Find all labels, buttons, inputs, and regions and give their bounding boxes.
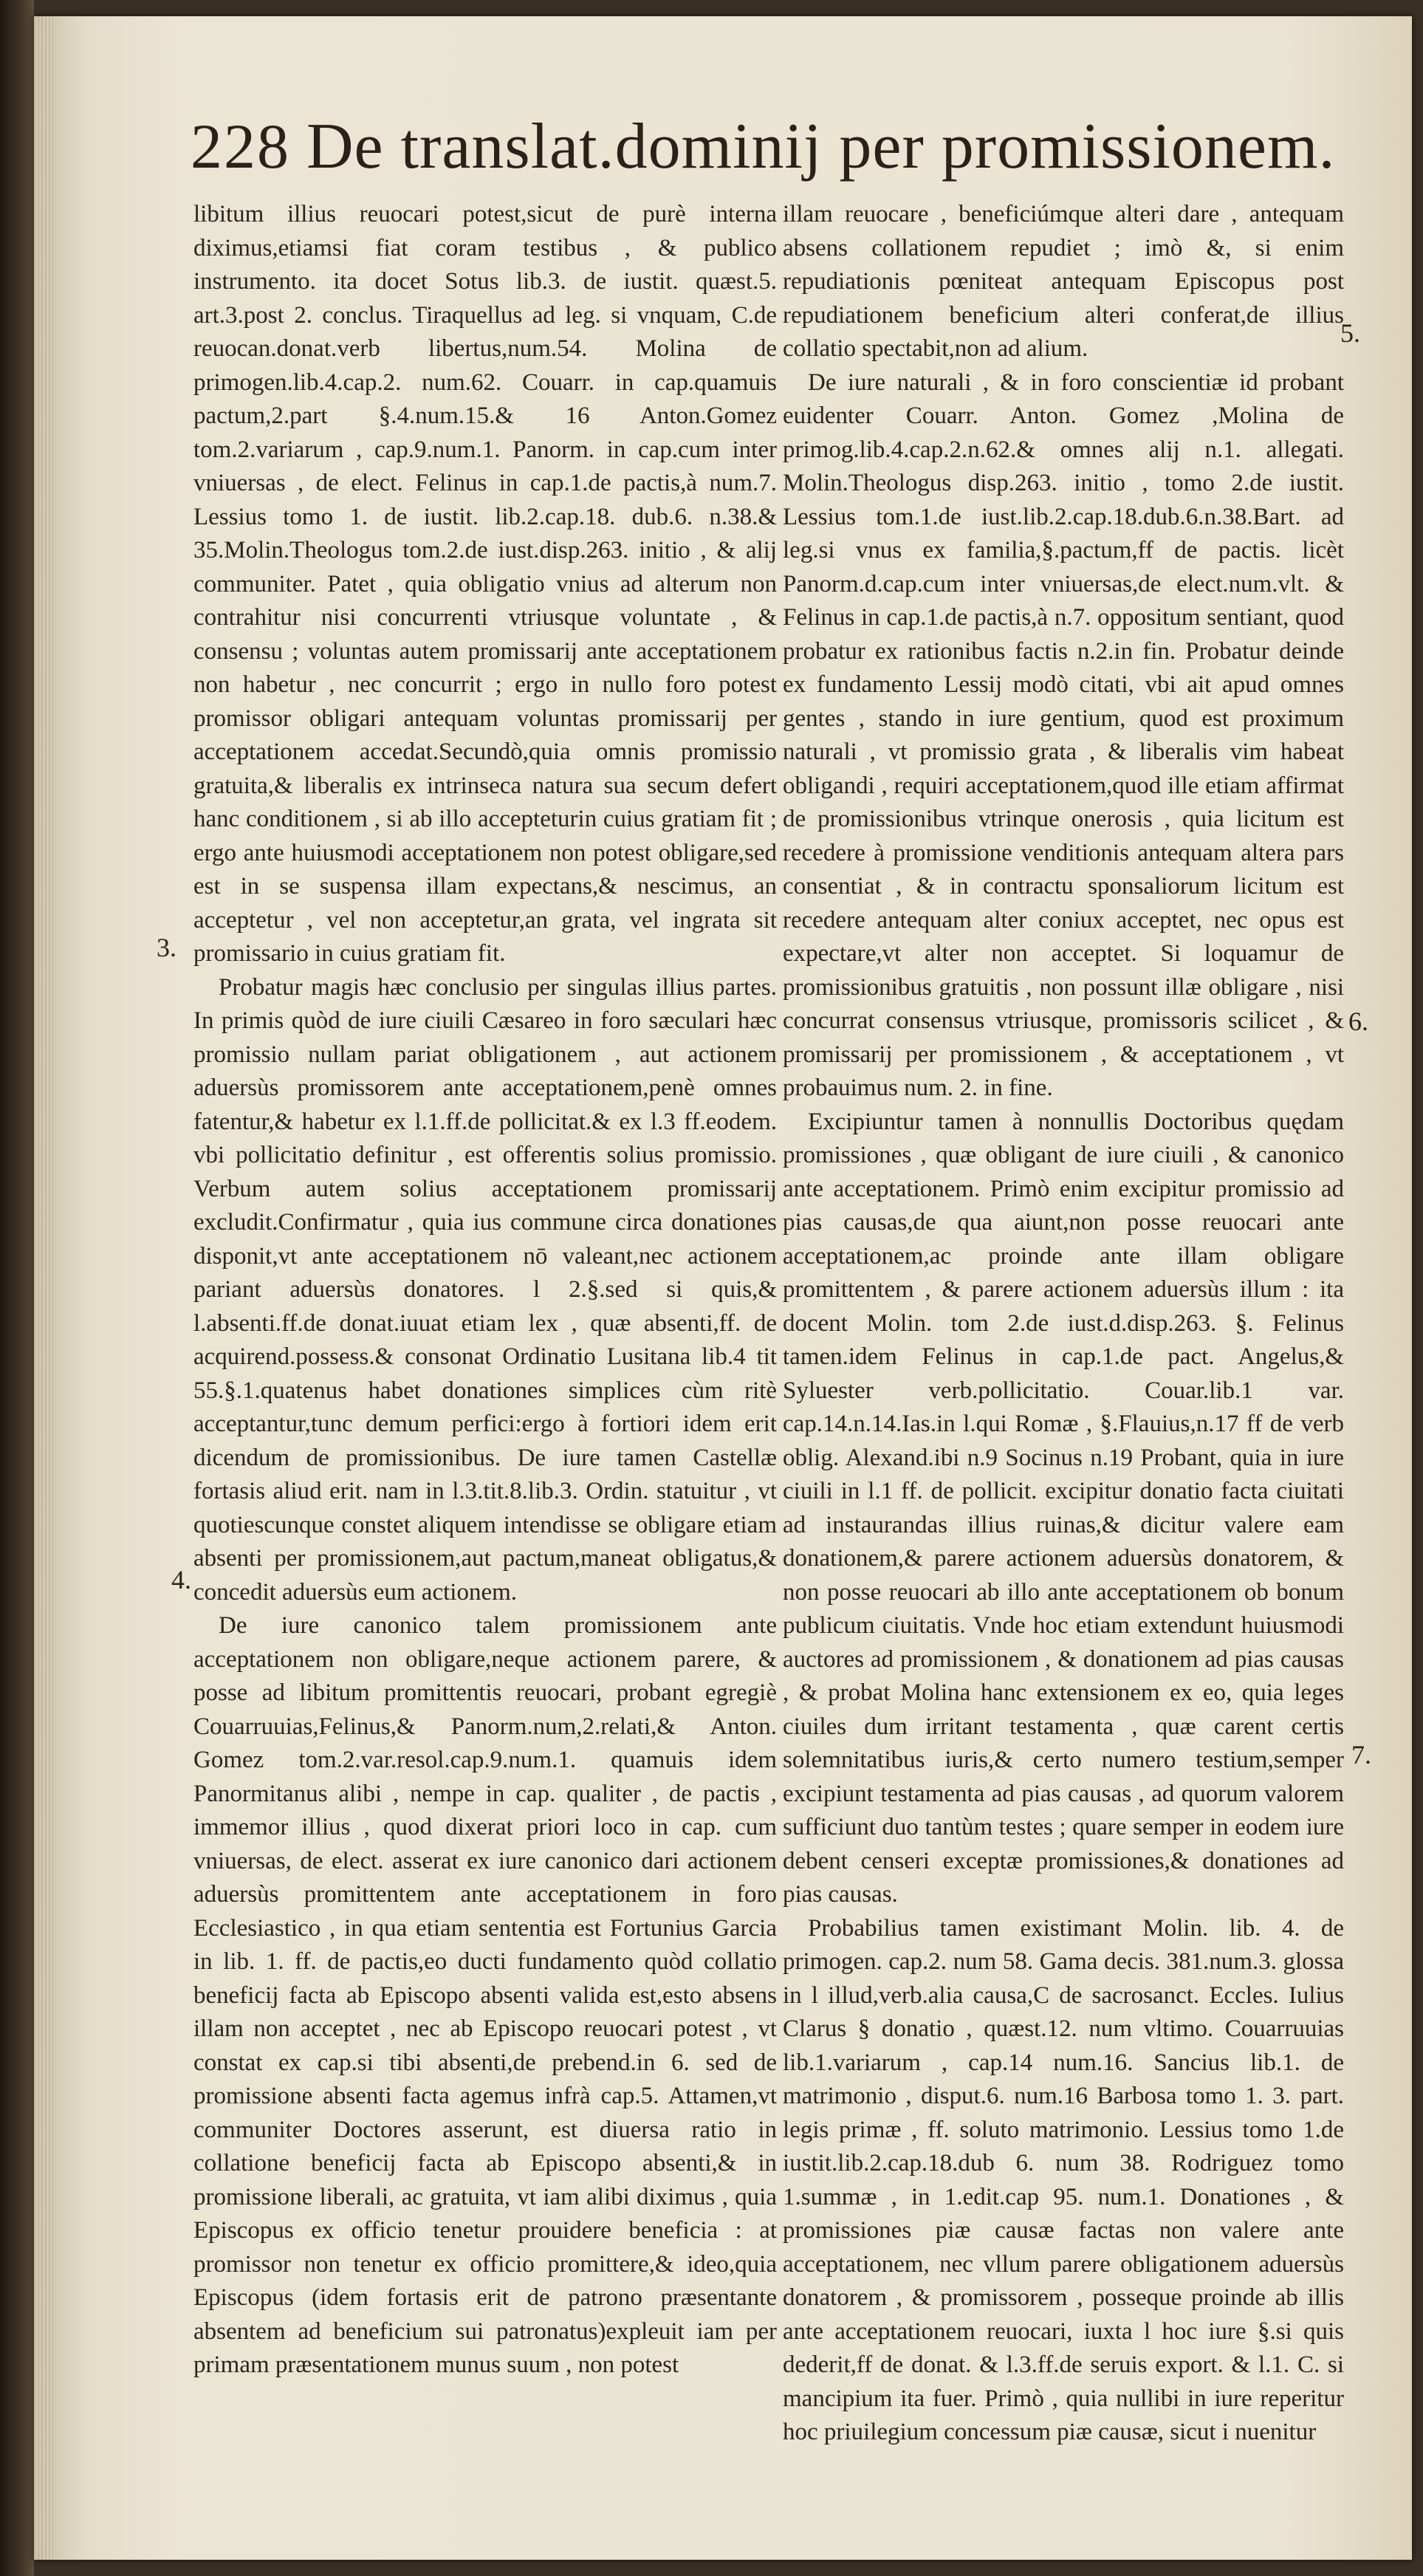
right-paragraph-3: Excipiuntur tamen à nonnullis Doctoribus quędam promissiones , quæ obligant de iure ciuili , & canonico ante acceptationem. Primò enim excipitur promissio ad pias causas,de qua aiunt,non posse reuocari ante acceptationem,ac proinde ante illam obligare promittentem , & parere actionem aduersùs illum : ita docent Molin. tom 2.de iust.d.disp.263. §. Felinus tamen.idem Felinus in cap.1.de pact. Angelus,& Syluester verb.pollicitatio. Couar.lib.1 var. cap.14.n.14.Ias.in l.qui Romæ , §.Flauius,n.17 ff de verb oblig. Alexand.ibi n.9 Socinus n.19 Probant, quia in iure ciuili in l.1 ff. de pollicit. excipitur donatio facta ciuitati ad instaurandas illius ruinas,& dicitur valere eam donationem,& parere actionem aduersùs donatorem, & non posse reuocari ab illo ante acceptationem ob bonum publicum ciuitatis. Vnde hoc etiam extendunt huiusmodi auctores ad promissionem , & donationem ad pias causas , & probat Molina hanc extensionem ex eo, quia leges ciuiles dum irritant testamenta , quæ carent certis solemnitatibus iuris,& certo numero testium,semper excipiunt testamenta ad pias causas , ad quorum valorem sufficiunt duo tantùm testes ; quare semper in eodem iure debent censeri exceptæ promissiones,& donationes ad pias causas. — [783, 1108, 1344, 1908]
page-number: 228 — [191, 111, 290, 182]
left-paragraph-1: libitum illius reuocari potest,sicut de purè interna diximus,etiamsi fiat coram testibus , & publico instrumento. ita docet Sotus lib.3. de iustit. quæst.5. art.3.post 2. conclus. Tiraquellus ad leg. si vnquam, C.de reuocan.donat.verb libertus,num.54. Molina de primogen.lib.4.cap.2. num.62. Couarr. in cap.quamuis pactum,2.part §.4.num.15.& 16 Anton.Gomez tom.2.variarum , cap.9.num.1. Panorm. in cap.cum inter vniuersas , de elect. Felinus in cap.1.de pactis,à num.7. Lessius tomo 1. de iustit. lib.2.cap.18. dub.6. n.38.& 35.Molin.Theologus tom.2.de iust.disp.263. initio , & alij communiter. Patet , quia obligatio vnius ad alterum non contrahitur nisi concurrenti vtriusque voluntate , & consensu ; voluntas autem promissarij ante acceptationem non habetur , nec concurrit ; ergo in nullo foro potest promissor obligari antequam voluntas promissarij per acceptationem accedat.Secundò,quia omnis promissio gratuita,& liberalis ex intrinseca natura sua secum defert hanc conditionem , si ab illo accepteturin cuius gratiam fit ; ergo ante huiusmodi acceptationem non potest obligare,sed est in se suspensa illam expectans,& nescimus, an acceptetur , vel non acceptetur,an grata, vel ingrata sit promissario in cuius gratiam fit. — [193, 201, 777, 967]
page-header — [191, 95, 1336, 198]
margin-number-5: 5. — [1340, 318, 1360, 348]
left-paragraph-3: De iure canonico talem promissionem ante acceptationem non obligare,neque actionem parere, & posse ad libitum promittentis reuocari, probant egregiè Couarruuias,Felinus,& Panorm.num,2.relati,& Anton. Gomez tom.2.var.resol.cap.9.num.1. quamuis idem Panormitanus alibi , nempe in cap. qualiter , de pactis , immemor illius , quod dixerat priori loco in cap. cum vniuersas, de elect. asserat ex iure canonico dari actionem aduersùs promittentem ante acceptationem in foro Ecclesiastico , in qua etiam sententia est Fortunius Garcia in lib. 1. ff. de pactis,eo ducti fundamento quòd collatio beneficij facta ab Episcopo absenti valida est,esto absens illam non acceptet , nec ab Episcopo reuocari potest , vt constat ex cap.si tibi absenti,de prebend.in 6. sed de promissione absenti facta agemus infrà cap.5. Attamen,vt communiter Doctores asserunt, est diuersa ratio in collatione beneficij facta ab Episcopo absenti,& in promissione liberali, ac gratuita, vt iam alibi diximus , quia Episcopus ex officio tenetur prouidere beneficia : at promissor non tenetur ex officio promittere,& ideo,quia Episcopus (idem fortasis erit de patrono præsentante absentem ad beneficium sui patronatus)expleuit iam per primam præsentationem munus suum , non potest — [193, 1612, 777, 2378]
book-spine — [0, 0, 34, 2576]
left-column — [193, 198, 777, 2383]
running-title: De translat.dominij per promissionem. — [306, 111, 1336, 182]
right-column — [783, 198, 1344, 2450]
margin-number-4: 4. — [171, 1565, 191, 1594]
margin-number-6: 6. — [1348, 1007, 1368, 1036]
left-paragraph-2: Probatur magis hæc conclusio per singulas illius partes. In primis quòd de iure ciuili Cæsareo in foro sæculari hæc promissio nullam pariat obligationem , aut actionem aduersùs promissorem ante acceptationem,penè omnes fatentur,& habetur ex l.1.ff.de pollicitat.& ex l.3 ff.eodem. vbi pollicitatio definitur , est offerentis solius promissio. Verbum autem solius acceptationem promissarij excludit.Confirmatur , quia ius commune circa donationes disponit,vt ante acceptationem nō valeant,nec actionem pariant aduersùs donatores. l 2.§.sed si quis,& l.absenti.ff.de donat.iuuat etiam lex , quæ absenti,ff. de acquirend.possess.& consonat Ordinatio Lusitana lib.4 tit 55.§.1.quatenus habet donationes simplices cùm ritè acceptantur,tunc demum perfici:ergo à fortiori idem erit dicendum de promissionibus. De iure tamen Castellæ fortasis aliud erit. nam in l.3.tit.8.lib.3. Ordin. statuitur , vt quotiescunque constet aliquem intendisse se obligare etiam absenti per promissionem,aut pactum,maneat obligatus,& concedit aduersùs eum actionem. — [193, 973, 777, 1606]
right-paragraph-2: De iure naturali , & in foro conscientiæ id probant euidenter Couarr. Anton. Gomez ,Molina de primog.lib.4.cap.2.n.62.& omnes alij n.1. allegati. Molin.Theologus disp.263. initio , tomo 2.de iustit. Lessius tom.1.de iust.lib.2.cap.18.dub.6.n.38.Bart. ad leg.si vnus ex familia,§.pactum,ff de pactis. licèt Panorm.d.cap.cum inter vniuersas,de elect.num.vlt. & Felinus in cap.1.de pactis,à n.7. oppositum sentiant, quod probatur ex rationibus factis n.2.in fin. Probatur deinde ex fundamento Lessij modò citati, vbi ait apud omnes gentes , stando in iure gentium, quod est proximum naturali , vt promissio grata , & liberalis vim habeat obligandi , requiri acceptationem,quod ille etiam affirmat de promissionibus vtrinque onerosis , quia licitum est recedere à promissione venditionis antequam altera pars consentiat , & in contractu sponsaliorum licitum est recedere antequam alter coniux acceptet, nec opus est expectare,vt alter non acceptet. Si loquamur de promissionibus gratuitis , non possunt illæ obligare , nisi concurrat consensus vtriusque, promissoris scilicet , & promissarij per promissionem , & acceptationem , vt probauimus num. 2. in fine. — [783, 369, 1344, 1101]
margin-number-3: 3. — [157, 933, 176, 962]
margin-number-7: 7. — [1351, 1740, 1371, 1770]
right-paragraph-1: illam reuocare , beneficiúmque alteri dare , antequam absens collationem repudiet ; imò &, si enim repudiationis pœniteat antequam Episcopus post repudiationem beneficium alteri conferat,de illius collatio spectabit,non ad alium. — [783, 201, 1344, 362]
page-edge-shadow — [34, 16, 53, 2560]
right-paragraph-4: Probabilius tamen existimant Molin. lib. 4. de primogen. cap.2. num 58. Gama decis. 381.num.3. glossa in l illud,verb.alia causa,C de sacrosanct. Eccles. Iulius Clarus § donatio , quæst.12. num vltimo. Couarruuias lib.1.variarum , cap.14 num.16. Sancius lib.1. de matrimonio , disput.6. num.16 Barbosa tomo 1. 3. part. legis primæ , ff. soluto matrimonio. Lessius tomo 1.de iustit.lib.2.cap.18.dub 6. num 38. Rodriguez tomo 1.summæ , in 1.edit.cap 95. num.1. Donationes , & promissiones piæ causæ factas non valere ante acceptationem, nec vllum parere obligationem aduersùs donatorem , & promissorem , posseque proinde ab illis ante acceptationem reuocari, iuxta l hoc iure §.si quis dederit,ff de donat. & l.3.ff.de seruis export. & l.1. C. si mancipium ita fuer. Primò , quia nullibi in iure reperitur hoc priuilegium concessum piæ causæ, sicut i nuenitur — [783, 1914, 1344, 2445]
